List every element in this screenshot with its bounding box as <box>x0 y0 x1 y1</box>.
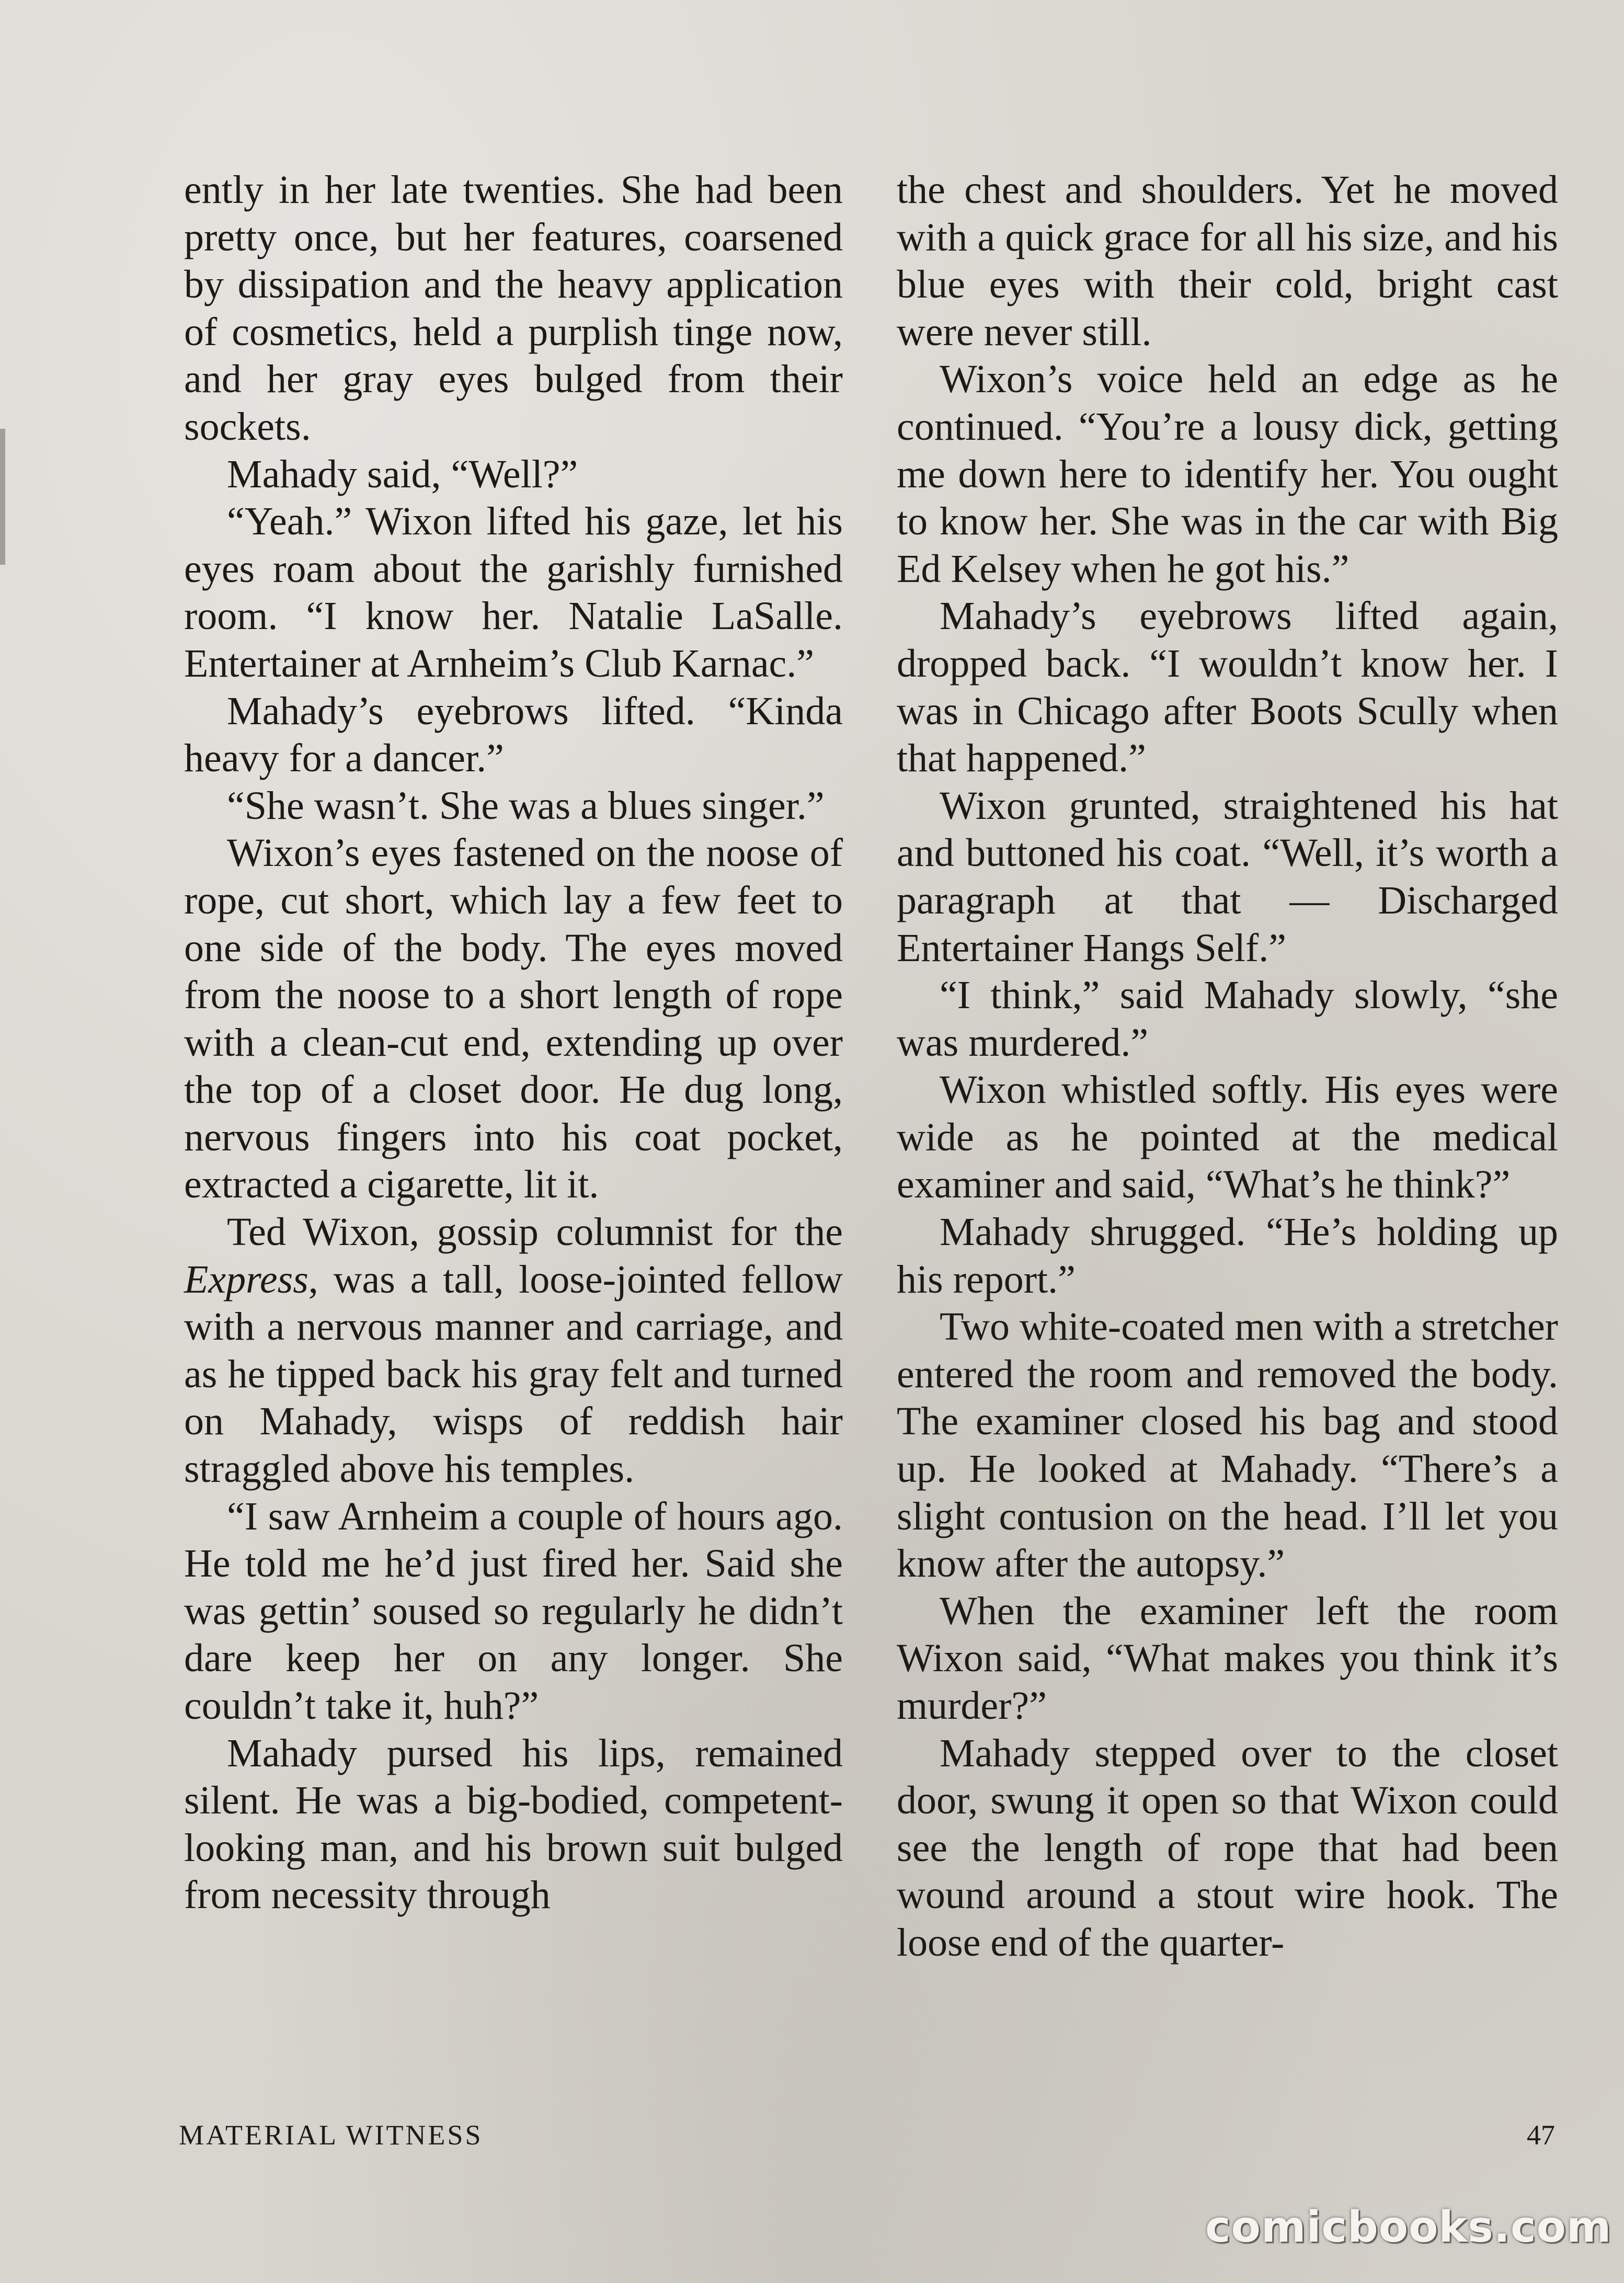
paragraph: Wixon’s voice held an edge as he continued. “You’re a lousy dick, getting me down here to identify her. You ought to know her. She was in the car with Big Ed Kelsey when he got his.” <box>897 357 1558 591</box>
paragraph: Mahady’s eyebrows lifted again, dropped back. “I wouldn’t know her. I was in Chicago after Boots Scully when that happened.” <box>897 594 1558 781</box>
site-watermark: comicbooks.com <box>1205 2202 1612 2252</box>
running-title: MATERIAL WITNESS <box>179 2119 483 2151</box>
paragraph <box>184 1208 843 1493</box>
left-text-column <box>184 166 843 1919</box>
paragraph: Mahady’s eyebrows lifted. “Kinda heavy for a dancer.” <box>184 689 843 781</box>
paragraph: Wixon whistled softly. His eyes were wide as he pointed at the medical examiner and said, “What’s he think?” <box>897 1068 1558 1207</box>
paragraph: “Yeah.” Wixon lifted his gaze, let his eyes roam about the garishly furnished room. “I know her. Natalie LaSalle. Entertainer at Arnheim’s Club Karnac.” <box>184 499 843 686</box>
paragraph: “I saw Arnheim a couple of hours ago. He told me he’d just fired her. Said she was gettin’ soused so regularly he didn’t dare keep her on any longer. She couldn’t take it, huh?” <box>184 1494 843 1728</box>
paragraph: Two white-coated men with a stretcher entered the room and removed the body. The examiner closed his bag and stood up. He looked at Mahady. “There’s a slight contusion on the head. I’ll let you know after the autopsy.” <box>897 1305 1558 1586</box>
paragraph: Mahady said, “Well?” <box>227 452 578 496</box>
paragraph: the chest and shoulders. Yet he moved with a quick grace for all his size, and his blue eyes with their cold, bright cast were never still. <box>897 168 1558 354</box>
page-edge-shadow <box>0 429 5 565</box>
paragraph: Mahady shrugged. “He’s holding up his report.” <box>897 1210 1558 1302</box>
paragraph: Mahady stepped over to the closet door, swung it open so that Wixon could see the length of rope that had been wound around a stout wire hook. The loose end of the quarter- <box>897 1731 1558 1965</box>
paragraph: When the examiner left the room Wixon said, “What makes you think it’s murder?” <box>897 1589 1558 1728</box>
paragraph-text: Ted Wixon, gossip columnist for the <box>227 1210 843 1254</box>
paragraph: ently in her late twenties. She had been pretty once, but her features, coarsened by dissipation and the heavy application of cosmetics, held a purplish tinge now, and her gray eyes bulged from their sockets. <box>184 168 843 449</box>
paragraph: “I think,” said Mahady slowly, “she was murdered.” <box>897 973 1558 1065</box>
right-text-column <box>897 166 1558 1967</box>
paragraph: “She wasn’t. She was a blues singer.” <box>227 783 825 828</box>
page-number: 47 <box>1527 2119 1555 2151</box>
newspaper-name: Express <box>184 1257 308 1302</box>
paragraph: Wixon grunted, straightened his hat and buttoned his coat. “Well, it’s worth a paragraph at that — Discharged Entertainer Hangs Self.” <box>897 783 1558 970</box>
paragraph-text: , was a tall, loose-jointed fellow with a nervous manner and carriage, and as he tipped back his gray felt and turned on Mahady, wisps of reddish hair straggled above his temples. <box>184 1257 843 1491</box>
paragraph: Wixon’s eyes fastened on the noose of rope, cut short, which lay a few feet to one side of the body. The eyes moved from the noose to a short length of rope with a clean-cut end, extending up over the top of a closet door. He dug long, nervous fingers into his coat pocket, extracted a cigarette, lit it. <box>184 831 843 1207</box>
paragraph: Mahady pursed his lips, remained silent. He was a big-bodied, competent-looking man, and his brown suit bulged from necessity through <box>184 1731 843 1917</box>
